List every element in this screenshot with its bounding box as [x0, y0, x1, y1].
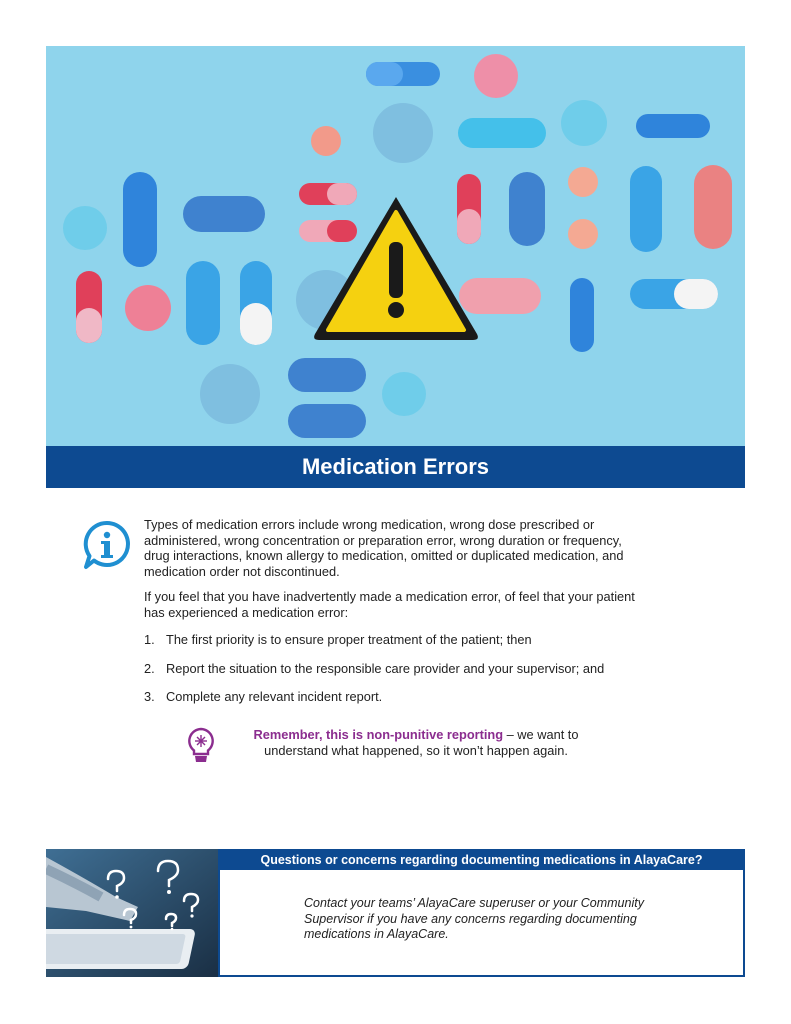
- step-text: Report the situation to the responsible care provider and your supervisor; and: [166, 660, 605, 676]
- list-item: [144, 632, 644, 648]
- step-text: The first priority is to ensure proper treatment of the patient; then: [166, 632, 532, 647]
- list-item: [144, 689, 644, 705]
- info-speech-icon: [82, 520, 132, 572]
- contact-body: [218, 870, 745, 977]
- hero-image: [46, 46, 745, 446]
- page-title: Medication Errors: [301, 454, 490, 479]
- reminder-emphasis: Remember, this is non-punitive reporting: [253, 727, 504, 742]
- reminder-text: [226, 726, 606, 759]
- reminder-rest: – we want to understand what happened, so it won’t happen again.: [264, 727, 579, 758]
- reminder-callout: [186, 726, 606, 764]
- contact-box: [46, 849, 745, 977]
- list-item: [144, 661, 644, 677]
- error-types-paragraph: Types of medication errors include wrong medication, wrong dose prescribed or administered, wrong concentration or preparation error, wrong duration or frequency, drug interactions, known allergy to medication, omitted or duplicated medication, and medication order not discontinued.: [144, 517, 624, 579]
- step-number: 1.: [144, 632, 155, 647]
- step-number: 3.: [144, 689, 155, 704]
- step-number: 2.: [144, 660, 155, 676]
- contact-text: Contact your teams’ AlayaCare superuser or your Community Supervisor if you have any concerns regarding documenting medications in AlayaCare.: [304, 896, 644, 941]
- lead-in-paragraph: If you feel that you have inadvertently made a medication error, of feel that your patient has experienced a medication error:: [144, 589, 635, 620]
- lightbulb-icon: [186, 726, 216, 764]
- main-content: [144, 517, 644, 718]
- tablet-questions-image: [46, 849, 218, 977]
- step-text: Complete any relevant incident report.: [166, 689, 383, 704]
- steps-list: [144, 632, 644, 705]
- contact-header: Questions or concerns regarding documenting medications in AlayaCare?: [218, 849, 745, 870]
- warning-exclamation-bar: [389, 242, 403, 298]
- pills-illustration: [46, 46, 745, 446]
- title-banner: [46, 446, 745, 488]
- warning-exclamation-dot: [388, 302, 404, 318]
